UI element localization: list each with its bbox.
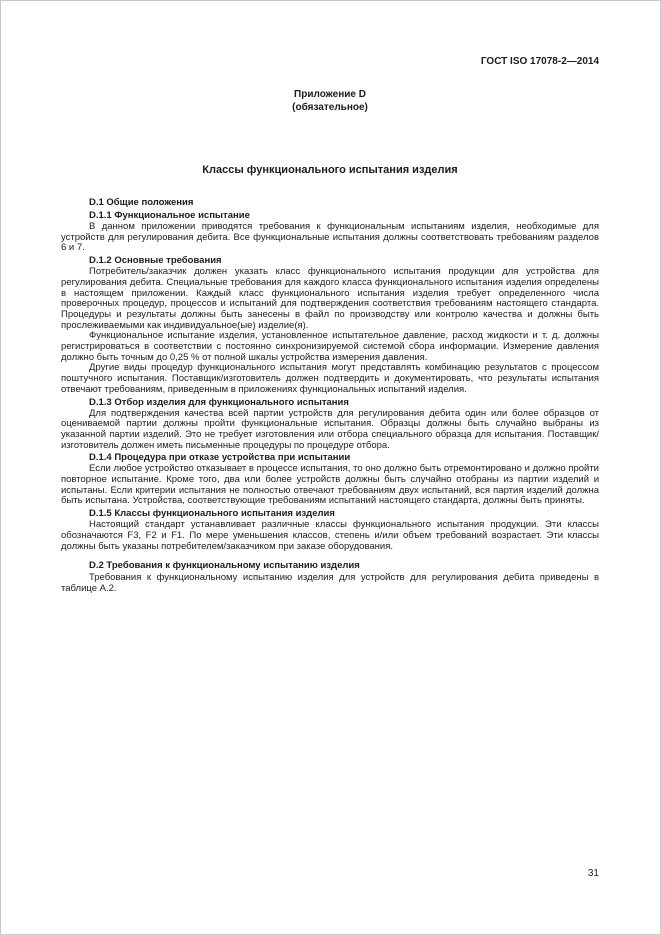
document-body (61, 197, 599, 595)
paragraph: Потребитель/заказчик должен указать класс функционального испытания продукции для устройства для регулирования дебита. Специальные требования для каждого класса функционального испытания изделия определены в настоящем приложении. Каждый класс функционального испытания изделия требует определенного числа проверочных процедур, процессов и испытаний для подтверждения соответствия требованиям настоящего стандарта. Процедуры и результаты должны быть занесены в файл по производству или контролю качества и должны быть прослеживаемыми как индивидуальное(ые) изделие(я). (61, 266, 599, 331)
annex-label: Приложение D (294, 89, 366, 100)
annex-type: (обязательное) (292, 102, 368, 113)
section-heading: D.1 Общие положения (89, 197, 194, 208)
section-heading: D.2 Требования к функциональному испытанию изделия (89, 560, 360, 572)
paragraph: Для подтверждения качества всей партии устройств для регулирования дебита один или более образцов от оцениваемой партии должны пройти функциональные испытания. Образцы должны быть случайно выбраны из указанной партии изделий. Это не требует изготовления или отбора специального образца для испытания. Поставщик/изготовитель должен иметь письменные процедуры по процедуре отбора. (61, 407, 599, 451)
document-header (61, 56, 599, 67)
section-heading: D.1.2 Основные требования (89, 255, 222, 267)
standard-designation: ГОСТ ISO 17078-2—2014 (480, 56, 599, 67)
page-title: Классы функционального испытания изделия (202, 164, 458, 176)
section-heading: D.1.3 Отбор изделия для функционального испытания (89, 396, 349, 408)
paragraph: Настоящий стандарт устанавливает различные классы функционального испытания продукции. Эти классы обозначаются F3, F2 и F1. По мере уменьшения классов, степень и/или объем требований возрастает. Эти классы должны быть указаны потребителем/заказчиком при заказе оборудования. (61, 519, 599, 552)
paragraph: В данном приложении приводятся требования к функциональным испытаниям изделия, необходимые для устройств для регулирования дебита. Все функциональные испытания должны соответствовать требованиям разделов 6 и 7. (61, 221, 599, 254)
section-heading: D.1.1 Функциональное испытание (89, 210, 250, 221)
page-number: 31 (587, 868, 599, 879)
paragraph: Если любое устройство отказывает в процессе испытания, то оно должно быть отремонтировано и должно пройти повторное испытание. Кроме того, два или более устройств должны быть случайно отобраны из партии изделий и испытаны. Если критерии испытания не полностью отвечают требованиям двух испытаний, вся партия изделий должна быть испытана. Устройства, соответствующие требованиям испытаний настоящего стандарта, должны быть приняты. (61, 463, 599, 507)
paragraph: Требования к функциональному испытанию изделия для устройств для регулирования дебита приведены в таблице А.2. (61, 572, 599, 594)
section-heading: D.1.4 Процедура при отказе устройства при испытании (89, 452, 351, 464)
paragraph: Другие виды процедур функционального испытания могут представлять комбинацию результатов с процессом поштучного испытания. Поставщик/изготовитель должен подтвердить и документировать, что результаты испытания отвечают требованиям, приведенным в приложениях функциональных испытаний изделия. (61, 362, 599, 395)
section-heading: D.1.5 Классы функционального испытания изделия (89, 508, 335, 520)
paragraph: Функциональное испытание изделия, установленное испытательное давление, расход жидкости и т. д. должны регистрироваться в соответствии с постоянно синхронизируемой системой сбора информации. Измерение давления должно быть точным до 0,25 % от полной шкалы устройства измерения давления. (61, 330, 599, 363)
